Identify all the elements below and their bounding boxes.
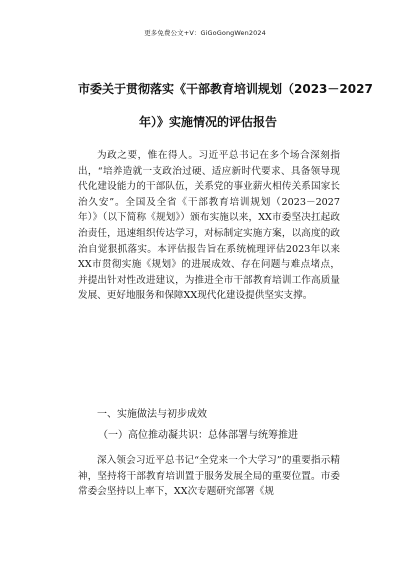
body-paragraph-2: 深入领会习近平总书记“全党来一个大学习”的重要指示精神，坚持将干部教育培训置于服务发展全局的重要位置。市委常委会坚持以上率下，XX次专题研究部署《规 [78, 455, 340, 498]
document-title-line-2: 年）》实施情况的评估报告 [138, 115, 277, 129]
section-heading-1: 一、实施做法与初步成效 [97, 409, 207, 420]
header-note: 更多免费公文+V：GiGoGongWen2024 [144, 29, 266, 37]
intro-paragraph: 为政之要，惟在得人。习近平总书记在多个场合深刻指出，“培养造就一支政治过硬、适应新时代要求、具备领导现代化建设能力的干部队伍，关系党的事业薪火相传关系国家长治久安”。全国及全省《干部教育培训规划（2023－2027年）》（以下简称《规划》）颁布实施以来，XX市委坚决扛起政治责任，迅速组织传达学习，对标制定实施方案，以高度的政治自觉狠抓落实。本评估报告旨在系统梳理评估2023年以来XX市贯彻实施《规划》的进展成效、存在问题与难点堵点，并提出针对性改进建议，为推进全市干部教育培训工作高质量发展、更好地服务和保障XX现代化建设提供坚实支撑。 [78, 150, 340, 302]
document-title-line-1: 市委关于贯彻落实《干部教育培训规划（2023－2027 [78, 82, 373, 96]
subsection-heading-1-1: （一）高位推动凝共识：总体部署与统筹推进 [98, 430, 298, 441]
